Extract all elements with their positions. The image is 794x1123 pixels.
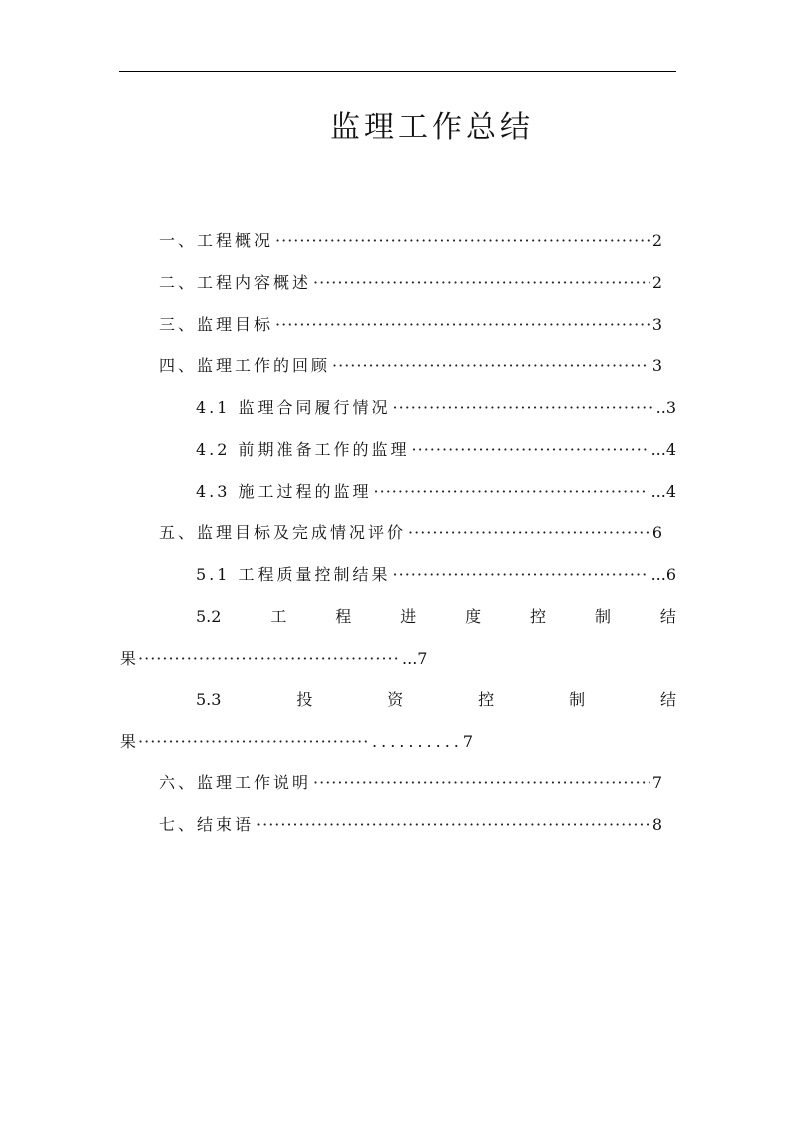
toc-entry-label: 4.1 监理合同履行情况 [196,398,391,417]
toc-word: 5.3 [196,690,222,709]
toc-entry[interactable] [159,229,662,253]
toc-word: 控 [530,607,547,626]
dot-leader [275,313,650,337]
dot-leader [138,647,400,671]
dot-leader [256,813,650,837]
toc-entry-page: ..3 [655,398,676,417]
toc-entry[interactable] [196,438,676,462]
toc-entry-page: 6 [651,523,662,542]
toc-entry-5-3-continuation[interactable] [120,730,515,754]
toc-entry[interactable] [159,521,662,545]
dot-leader [275,229,650,253]
toc-entry-label: 四、监理工作的回顾 [159,356,331,375]
dot-leader [138,730,370,754]
toc-word: 果 [120,732,137,751]
toc-entry-5-2-first-line[interactable] [196,605,676,629]
toc-entry-page: 2 [651,231,662,250]
toc-entry-5-3-first-line[interactable] [196,688,676,712]
toc-entry-label: 六、监理工作说明 [159,773,312,792]
toc-entry-label: 二、工程内容概述 [159,273,312,292]
dot-leader [408,521,650,545]
toc-word: 投 [296,690,313,709]
toc-entry[interactable] [159,771,662,795]
toc-entry[interactable] [159,813,662,837]
toc-entry-page: ...4 [650,440,676,459]
toc-entry-label: 一、工程概况 [159,231,274,250]
toc-entry-label: 五、监理目标及完成情况评价 [159,523,407,542]
dot-leader [313,271,650,295]
dot-leader [393,563,649,587]
document-title: 监理工作总结 [330,110,534,145]
toc-word: 控 [478,690,495,709]
toc-word: 进 [400,607,417,626]
toc-entry[interactable] [159,271,662,295]
toc-entry-page: ...7 [402,649,428,668]
toc-entry-page: ...6 [650,565,676,584]
toc-entry-page: 7 [651,773,662,792]
toc-entry[interactable] [196,396,676,420]
toc-entry-label: 七、结束语 [159,815,255,834]
toc-word: 制 [569,690,586,709]
toc-entry[interactable] [159,354,662,378]
toc-word: 结 [659,690,676,709]
toc-entry-page: 2 [651,273,662,292]
toc-entry-label: 三、监理目标 [159,315,274,334]
toc-word: 度 [465,607,482,626]
toc-entry-page: 3 [651,356,662,375]
dot-leader [393,396,654,420]
toc-word: 程 [335,607,352,626]
dot-leader [313,771,650,795]
toc-entry[interactable] [159,313,662,337]
toc-word: 果 [120,649,137,668]
toc-word: 工 [270,607,287,626]
toc-word: 制 [594,607,611,626]
toc-entry[interactable] [196,563,676,587]
toc-word: 结 [659,607,676,626]
dot-leader [332,354,650,378]
toc-entry-page: ...4 [650,482,676,501]
toc-word: 资 [387,690,404,709]
toc-entry[interactable] [196,480,676,504]
dot-leader [374,480,649,504]
dot-leader [412,438,649,462]
toc-word: 5.2 [196,607,222,626]
toc-entry-5-2-continuation[interactable] [120,647,438,671]
toc-entry-label: 5.1 工程质量控制结果 [196,565,391,584]
toc-entry-label: 4.2 前期准备工作的监理 [196,440,410,459]
toc-entry-page: ..........7 [372,732,478,751]
toc-entry-page: 8 [651,815,662,834]
toc-entry-label: 4.3 施工过程的监理 [196,482,372,501]
toc-entry-page: 3 [651,315,662,334]
